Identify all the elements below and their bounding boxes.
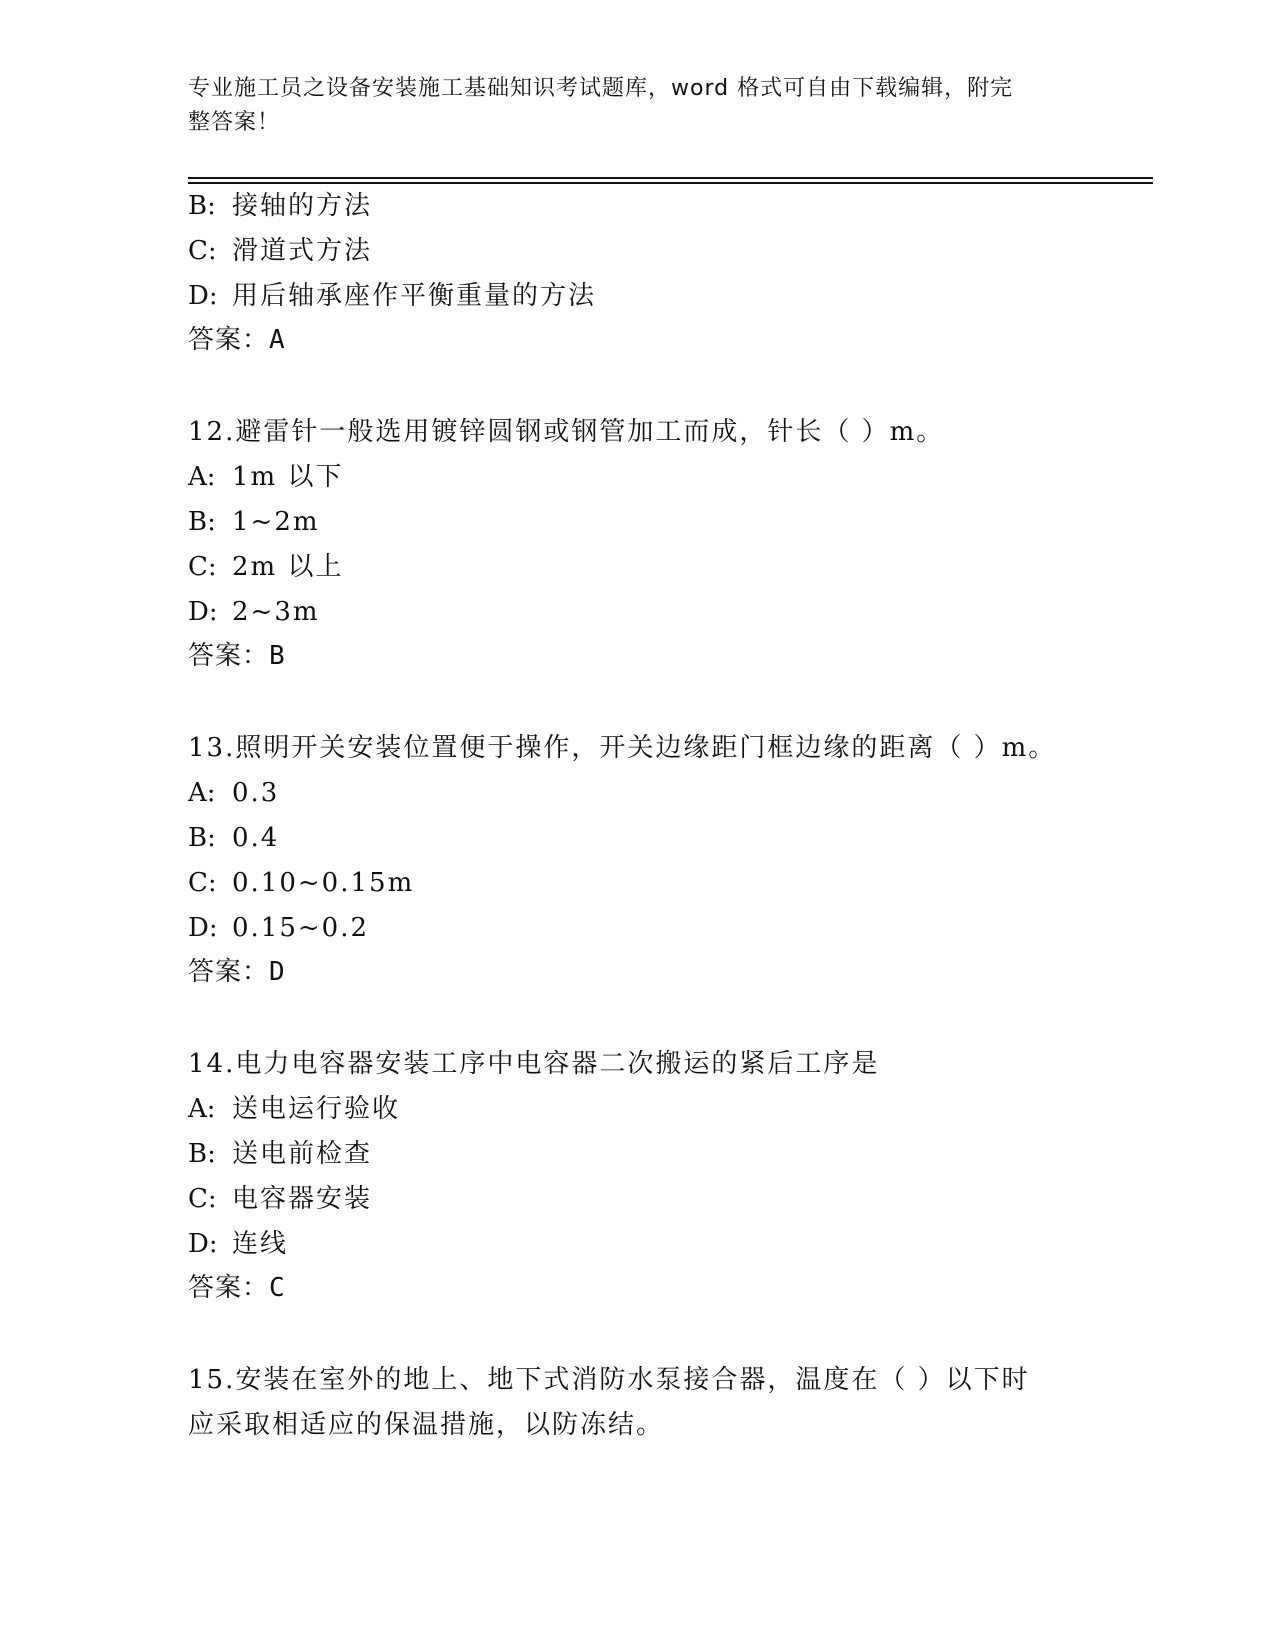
q14-option-d xyxy=(188,1224,288,1264)
option-key: A: xyxy=(188,1094,216,1124)
q12-option-a xyxy=(188,457,343,497)
option-text: 电容器安装 xyxy=(232,1184,373,1214)
q12-stem: 12.避雷针一般选用镀锌圆钢或钢管加工而成，针长（ ）m。 xyxy=(188,417,945,447)
option-text: 连线 xyxy=(232,1229,289,1259)
option-text: 0.15~0.2 xyxy=(232,913,370,943)
answer-value: D xyxy=(269,957,285,987)
q12-answer xyxy=(188,636,285,676)
option-text: 2~3m xyxy=(232,597,320,627)
option-text: 0.3 xyxy=(232,778,280,808)
q12-option-b xyxy=(188,502,320,542)
option-key: C: xyxy=(188,552,217,582)
q14-stem: 14.电力电容器安装工序中电容器二次搬运的紧后工序是 xyxy=(188,1049,880,1079)
q13-option-b xyxy=(188,818,279,858)
option-text: 用后轴承座作平衡重量的方法 xyxy=(232,281,597,311)
header-rule-bottom xyxy=(188,182,1153,184)
option-key: D: xyxy=(188,1229,218,1259)
answer-label: 答案： xyxy=(188,1273,270,1303)
q15-stem-line-1: 15.安装在室外的地上、地下式消防水泵接合器，温度在（ ）以下时 xyxy=(188,1365,1030,1395)
option-key: D: xyxy=(188,597,218,627)
q13-option-d xyxy=(188,908,369,948)
option-key: B: xyxy=(188,1139,216,1169)
q11-option-d xyxy=(188,276,596,316)
q14-option-b xyxy=(188,1134,372,1174)
header-title-line-2: 整答案！ xyxy=(188,110,281,135)
option-text: 0.4 xyxy=(232,823,280,853)
document-header xyxy=(188,72,1088,140)
option-key: B: xyxy=(188,191,216,221)
q13-option-c xyxy=(188,863,414,903)
q11-answer xyxy=(188,320,285,360)
option-key: C: xyxy=(188,868,217,898)
answer-label: 答案： xyxy=(188,325,270,355)
q13-option-a xyxy=(188,773,279,813)
option-text: 滑道式方法 xyxy=(232,236,373,266)
option-key: B: xyxy=(188,823,216,853)
answer-label: 答案： xyxy=(188,641,270,671)
header-title-line-1: 专业施工员之设备安装施工基础知识考试题库，word 格式可自由下载编辑，附完 xyxy=(188,76,1014,101)
option-key: C: xyxy=(188,1184,217,1214)
header-rule-top xyxy=(188,177,1153,179)
option-text: 送电运行验收 xyxy=(232,1094,401,1124)
option-key: A: xyxy=(188,778,216,808)
option-text: 1m 以下 xyxy=(232,462,344,492)
answer-value: C xyxy=(269,1273,285,1303)
answer-label: 答案： xyxy=(188,957,270,987)
option-key: D: xyxy=(188,281,218,311)
q12-option-c xyxy=(188,547,343,587)
option-text: 1~2m xyxy=(232,507,320,537)
option-key: B: xyxy=(188,507,216,537)
option-text: 2m 以上 xyxy=(232,552,344,582)
option-key: C: xyxy=(188,236,217,266)
q11-option-b xyxy=(188,186,372,226)
q13-answer xyxy=(188,952,285,992)
q14-option-a xyxy=(188,1089,400,1129)
q14-answer xyxy=(188,1268,285,1308)
answer-value: B xyxy=(269,641,285,671)
answer-value: A xyxy=(269,325,285,355)
q15-stem-line-2: 应采取相适应的保温措施，以防冻结。 xyxy=(188,1410,665,1440)
q11-option-c xyxy=(188,231,372,271)
option-text: 接轴的方法 xyxy=(232,191,373,221)
q14-option-c xyxy=(188,1179,372,1219)
option-text: 0.10~0.15m xyxy=(232,868,415,898)
q13-stem: 13.照明开关安装位置便于操作，开关边缘距门框边缘的距离（ ）m。 xyxy=(188,733,1057,763)
option-key: D: xyxy=(188,913,218,943)
q12-option-d xyxy=(188,592,320,632)
option-key: A: xyxy=(188,462,216,492)
option-text: 送电前检查 xyxy=(232,1139,373,1169)
